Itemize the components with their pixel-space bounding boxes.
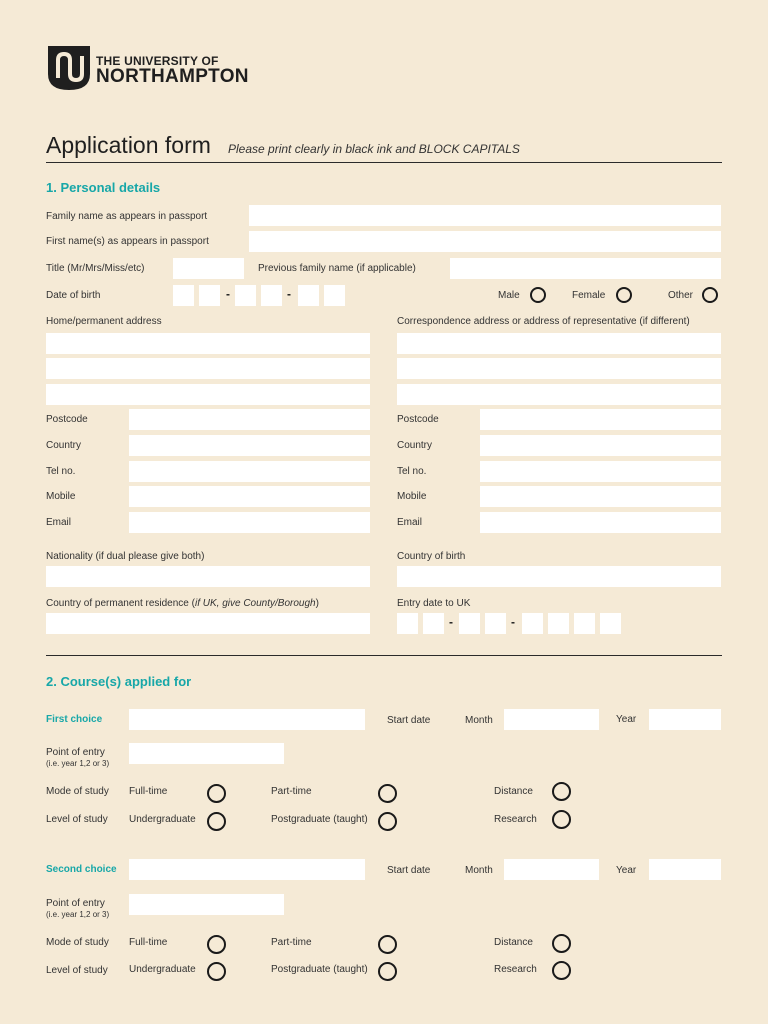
first-level-label: Level of study xyxy=(46,814,108,825)
home-tel-label: Tel no. xyxy=(46,466,76,477)
first-full-time-label: Full-time xyxy=(129,786,168,797)
entry-year-2[interactable] xyxy=(548,613,569,634)
first-point-entry-input[interactable] xyxy=(129,743,284,764)
corr-address-line-1[interactable] xyxy=(397,333,721,354)
second-year-label: Year xyxy=(616,865,637,876)
first-choice-label: First choice xyxy=(46,714,103,725)
second-point-entry-input[interactable] xyxy=(129,894,284,915)
other-label: Other xyxy=(668,290,694,301)
home-tel-input[interactable] xyxy=(129,461,370,482)
corr-mobile-label: Mobile xyxy=(397,491,427,502)
form-title: Application form xyxy=(46,132,211,158)
family-name-label: Family name as appears in passport xyxy=(46,211,208,222)
university-logo xyxy=(46,44,266,92)
logo-line2: NORTHAMPTON xyxy=(96,66,249,87)
second-undergraduate-label: Undergraduate xyxy=(129,964,196,975)
entry-month-2[interactable] xyxy=(485,613,506,634)
first-month-input[interactable] xyxy=(504,709,599,730)
logo-line1: THE UNIVERSITY OF xyxy=(96,54,219,68)
previous-name-input[interactable] xyxy=(450,258,721,279)
second-month-input[interactable] xyxy=(504,859,599,880)
first-undergraduate-label: Undergraduate xyxy=(129,814,196,825)
second-year-input[interactable] xyxy=(649,859,721,880)
corr-country-input[interactable] xyxy=(480,435,721,456)
second-postgraduate-radio[interactable] xyxy=(378,962,397,981)
entry-date-label: Entry date to UK xyxy=(397,598,471,609)
first-research-label: Research xyxy=(494,814,537,825)
dob-separator-1: - xyxy=(226,287,230,301)
dob-month-1[interactable] xyxy=(235,285,256,306)
first-full-time-radio[interactable] xyxy=(207,784,226,803)
second-full-time-radio[interactable] xyxy=(207,935,226,954)
dob-month-2[interactable] xyxy=(261,285,282,306)
second-full-time-label: Full-time xyxy=(129,937,168,948)
first-part-time-label: Part-time xyxy=(271,786,312,797)
home-mobile-input[interactable] xyxy=(129,486,370,507)
residence-label-start: Country of permanent residence ( xyxy=(46,598,195,609)
second-mode-label: Mode of study xyxy=(46,937,109,948)
dob-day-2[interactable] xyxy=(199,285,220,306)
corr-postcode-input[interactable] xyxy=(480,409,721,430)
corr-email-label: Email xyxy=(397,517,423,528)
second-distance-label: Distance xyxy=(494,937,533,948)
home-mobile-label: Mobile xyxy=(46,491,76,502)
dob-label: Date of birth xyxy=(46,290,101,301)
second-distance-radio[interactable] xyxy=(552,934,571,953)
second-undergraduate-radio[interactable] xyxy=(207,962,226,981)
second-postgraduate-label: Postgraduate (taught) xyxy=(271,964,368,975)
first-month-label: Month xyxy=(465,715,493,726)
home-address-line-1[interactable] xyxy=(46,333,370,354)
home-address-label: Home/permanent address xyxy=(46,316,162,327)
home-postcode-input[interactable] xyxy=(129,409,370,430)
first-year-input[interactable] xyxy=(649,709,721,730)
first-distance-label: Distance xyxy=(494,786,533,797)
dob-separator-2: - xyxy=(287,287,291,301)
second-point-entry-hint: (i.e. year 1,2 or 3) xyxy=(46,910,110,919)
corr-address-label: Correspondence address or address of representative (if different) xyxy=(397,316,690,327)
residence-input[interactable] xyxy=(46,613,370,634)
first-names-input[interactable] xyxy=(249,231,721,252)
corr-tel-label: Tel no. xyxy=(397,466,427,477)
first-postgraduate-label: Postgraduate (taught) xyxy=(271,814,368,825)
second-part-time-label: Part-time xyxy=(271,937,312,948)
first-postgraduate-radio[interactable] xyxy=(378,812,397,831)
first-undergraduate-radio[interactable] xyxy=(207,812,226,831)
first-year-label: Year xyxy=(616,714,637,725)
entry-separator-1: - xyxy=(449,615,453,629)
university-logo-icon xyxy=(46,44,92,92)
first-research-radio[interactable] xyxy=(552,810,571,829)
entry-day-2[interactable] xyxy=(423,613,444,634)
entry-month-1[interactable] xyxy=(459,613,480,634)
entry-year-4[interactable] xyxy=(600,613,621,634)
residence-label xyxy=(46,598,319,610)
entry-separator-2: - xyxy=(511,615,515,629)
home-country-input[interactable] xyxy=(129,435,370,456)
corr-tel-input[interactable] xyxy=(480,461,721,482)
home-address-line-2[interactable] xyxy=(46,358,370,379)
second-start-date-label: Start date xyxy=(387,865,431,876)
dob-year-2[interactable] xyxy=(324,285,345,306)
entry-year-1[interactable] xyxy=(522,613,543,634)
home-country-label: Country xyxy=(46,440,82,451)
entry-year-3[interactable] xyxy=(574,613,595,634)
entry-day-1[interactable] xyxy=(397,613,418,634)
corr-address-line-3[interactable] xyxy=(397,384,721,405)
residence-label-end: ) xyxy=(315,598,319,609)
second-research-radio[interactable] xyxy=(552,961,571,980)
first-part-time-radio[interactable] xyxy=(378,784,397,803)
second-month-label: Month xyxy=(465,865,493,876)
female-label: Female xyxy=(572,290,606,301)
second-level-label: Level of study xyxy=(46,965,108,976)
second-choice-label: Second choice xyxy=(46,864,117,875)
family-name-input[interactable] xyxy=(249,205,721,226)
second-choice-input[interactable] xyxy=(129,859,365,880)
dob-day-1[interactable] xyxy=(173,285,194,306)
home-address-line-3[interactable] xyxy=(46,384,370,405)
dob-year-1[interactable] xyxy=(298,285,319,306)
first-start-date-label: Start date xyxy=(387,715,431,726)
first-distance-radio[interactable] xyxy=(552,782,571,801)
section-personal-heading: 1. Personal details xyxy=(46,180,161,195)
corr-postcode-label: Postcode xyxy=(397,414,439,425)
nationality-input[interactable] xyxy=(46,566,370,587)
home-email-label: Email xyxy=(46,517,72,528)
title-label: Title (Mr/Mrs/Miss/etc) xyxy=(46,263,145,274)
title-rule xyxy=(46,162,722,163)
second-part-time-radio[interactable] xyxy=(378,935,397,954)
residence-label-hint: if UK, give County/Borough xyxy=(194,598,316,609)
section-course-heading: 2. Course(s) applied for xyxy=(46,674,192,689)
section-divider xyxy=(46,655,722,656)
form-subtitle: Please print clearly in black ink and BLOCK CAPITALS xyxy=(228,142,520,156)
country-of-birth-label: Country of birth xyxy=(397,551,466,562)
corr-country-label: Country xyxy=(397,440,433,451)
male-radio[interactable] xyxy=(530,287,546,303)
first-point-entry-label: Point of entry xyxy=(46,747,105,758)
first-point-entry-hint: (i.e. year 1,2 or 3) xyxy=(46,759,110,768)
nationality-label: Nationality (if dual please give both) xyxy=(46,551,205,562)
title-input[interactable] xyxy=(173,258,244,279)
other-radio[interactable] xyxy=(702,287,718,303)
home-email-input[interactable] xyxy=(129,512,370,533)
first-names-label: First name(s) as appears in passport xyxy=(46,236,209,247)
second-research-label: Research xyxy=(494,964,537,975)
female-radio[interactable] xyxy=(616,287,632,303)
home-postcode-label: Postcode xyxy=(46,414,88,425)
first-choice-input[interactable] xyxy=(129,709,365,730)
second-point-entry-label: Point of entry xyxy=(46,898,105,909)
corr-email-input[interactable] xyxy=(480,512,721,533)
country-of-birth-input[interactable] xyxy=(397,566,721,587)
first-mode-label: Mode of study xyxy=(46,786,109,797)
corr-address-line-2[interactable] xyxy=(397,358,721,379)
male-label: Male xyxy=(498,290,520,301)
corr-mobile-input[interactable] xyxy=(480,486,721,507)
previous-name-label: Previous family name (if applicable) xyxy=(258,263,416,274)
